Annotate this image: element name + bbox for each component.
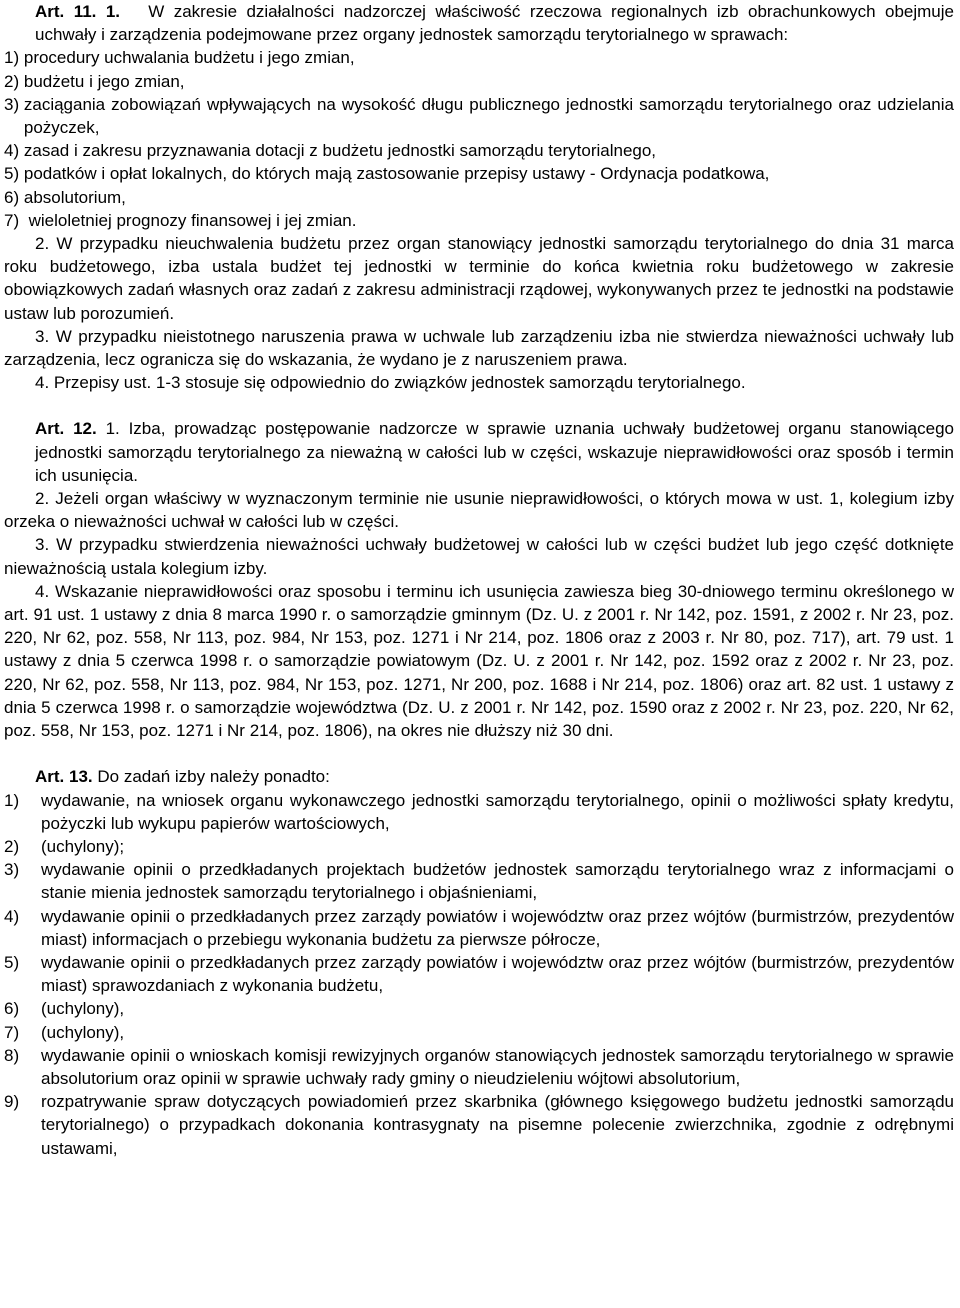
- list-item: [4, 1044, 954, 1090]
- article-13-intro: Do zadań izby należy ponadto:: [97, 767, 330, 787]
- article-11-list: [4, 46, 954, 232]
- list-item: [4, 858, 954, 904]
- article-11-paragraph-3: 3. W przypadku nieistotnego naruszenia prawa w uchwale lub zarządzeniu izba nie stwierdza nieważności uchwały lub zarządzenia, lecz ogranicza się do wskazania, że wydano je z naruszeniem prawa.: [4, 326, 954, 370]
- article-13-list: [4, 789, 954, 1160]
- list-item: [4, 209, 954, 232]
- list-item-text: wydawanie opinii o wnioskach komisji rewizyjnych organów stanowiących jednostek samorządu terytorialnego w sprawie absolutorium oraz opinii w sprawie uchwały rady gminy o nieudzieleniu wójtowi absolutorium,: [41, 1045, 954, 1088]
- list-item-text: wydawanie, na wniosek organu wykonawczego jednostki samorządu terytorialnego, opinii o możliwości spłaty kredytu, pożyczki lub wykupu papierów wartościowych,: [41, 790, 954, 833]
- list-item-number: 5): [4, 164, 20, 184]
- article-13-intro-line: [4, 765, 954, 788]
- list-item-number: 4): [4, 906, 20, 926]
- article-12-paragraph-1: [4, 417, 954, 487]
- list-item: [4, 997, 954, 1020]
- list-item-number: 7): [4, 1022, 20, 1042]
- list-item-text: absolutorium,: [23, 187, 126, 207]
- list-item-number: 6): [4, 187, 20, 207]
- list-item: [4, 1090, 954, 1160]
- list-item: [4, 835, 954, 858]
- article-12-heading: Art. 12.: [35, 419, 97, 439]
- article-13: [4, 765, 954, 1159]
- article-12-paragraph-2: 2. Jeżeli organ właściwy w wyznaczonym terminie nie usunie nieprawidłowości, o których mowa w ust. 1, kolegium izby orzeka o nieważności uchwał w całości lub w części.: [4, 489, 954, 532]
- list-item-number: 1): [4, 790, 20, 810]
- list-item-text: zaciągania zobowiązań wpływających na wysokość długu publicznego jednostki samorządu terytorialnego oraz udzielania pożyczek,: [23, 94, 954, 138]
- list-item-text: (uchylony);: [41, 836, 125, 856]
- list-item-text: rozpatrywanie spraw dotyczących powiadomień przez skarbnika (głównego księgowego budżetu jednostki samorządu terytorialnego) o przypadkach dokonania kontrasygnaty na pisemne polecenie zwierzchnika, zgodnie z odrębnymi ustawami,: [41, 1092, 954, 1158]
- article-11-paragraph-4: 4. Przepisy ust. 1-3 stosuje się odpowiednio do związków jednostek samorządu terytorialnego.: [35, 373, 746, 393]
- article-12-paragraph-4: 4. Wskazanie nieprawidłowości oraz sposobu i terminu ich usunięcia zawiesza bieg 30-dniowego terminu określonego w art. 91 ust. 1 ustawy z dnia 8 marca 1990 r. o samorządzie gminnym (Dz. U. z 2001 r. Nr 142, poz. 1591, z 2002 r. Nr 23, poz. 220, Nr 62, poz. 558, Nr 113, poz. 984, Nr 153, poz. 1271 i Nr 214, poz. 1806 oraz z 2003 r. Nr 80, poz. 717), art. 79 ust. 1 ustawy z dnia 5 czerwca 1998 r. o samorządzie powiatowym (Dz. U. z 2001 r. Nr 142, poz. 1592 oraz z 2002 r. Nr 23, poz. 220, Nr 62, poz. 558, Nr 113, poz. 984, Nr 153, poz. 1271, Nr 200, poz. 1688 i Nr 214, poz. 1806) oraz art. 82 ust. 1 ustawy z dnia 5 czerwca 1998 r. o samorządzie województwa (Dz. U. z 2001 r. Nr 142, poz. 1590 oraz z 2002 r. Nr 23, poz. 220, Nr 62, poz. 558, Nr 153, poz. 1271 i Nr 214, poz. 1806), na okres nie dłuższy niż 30 dni.: [4, 581, 954, 741]
- list-item: [4, 951, 954, 997]
- article-13-heading: Art. 13.: [35, 767, 93, 787]
- list-item-number: 2): [4, 836, 20, 856]
- article-12: [4, 417, 954, 742]
- section-spacer: [4, 394, 954, 417]
- list-item-text: (uchylony),: [41, 999, 125, 1019]
- list-item-number: 3): [4, 860, 20, 880]
- list-item: [4, 162, 954, 185]
- list-item-number: 5): [4, 952, 20, 972]
- article-12-paragraph-3: 3. W przypadku stwierdzenia nieważności uchwały budżetowej w całości lub w części budżet lub jego część dotknięte nieważnością ustala kolegium izby.: [4, 535, 954, 578]
- article-11-par1-text: W zakresie działalności nadzorczej właściwość rzeczowa regionalnych izb obrachunkowych obejmuje uchwały i zarządzenia podejmowane przez organy jednostek samorządu terytorialnego w sprawach:: [35, 2, 954, 45]
- list-item: [4, 905, 954, 951]
- article-11-paragraph-2: 2. W przypadku nieuchwalenia budżetu przez organ stanowiący jednostki samorządu terytorialnego do dnia 31 marca roku budżetowego, izba ustala budżet tej jednostki w terminie do końca kwietnia roku budżetowego w zakresie obowiązkowych zadań własnych oraz zadań z zakresu administracji rządowej, wykonywanych przez te jednostki na podstawie ustaw lub porozumień.: [4, 234, 954, 323]
- list-item-number: 9): [4, 1092, 20, 1112]
- list-item-text: budżetu i jego zmian,: [23, 71, 185, 91]
- list-item: [4, 139, 954, 162]
- article-11-par1-number: 1.: [105, 2, 120, 21]
- list-item-number: 3): [4, 94, 20, 114]
- list-item: [4, 1021, 954, 1044]
- list-item: [4, 70, 954, 93]
- list-item-text: wydawanie opinii o przedkładanych przez zarządy powiatów i województw oraz przez wójtów (burmistrzów, prezydentów miast) sprawozdaniach z wykonania budżetu,: [41, 952, 954, 996]
- list-item: [4, 46, 954, 69]
- list-item-number: 7): [4, 210, 20, 230]
- article-11: [4, 0, 954, 394]
- list-item-text: podatków i opłat lokalnych, do których mają zastosowanie przepisy ustawy - Ordynacja podatkowa,: [23, 164, 770, 184]
- list-item-number: 8): [4, 1045, 20, 1065]
- list-item-number: 6): [4, 999, 20, 1019]
- list-item-text: wydawanie opinii o przedkładanych projektach budżetów jednostek samorządu terytorialnego wraz z informacjami o stanie mienia jednostek samorządu terytorialnego i objaśnieniami,: [41, 860, 954, 903]
- list-item-number: 1): [4, 48, 20, 68]
- list-item: [4, 93, 954, 139]
- list-item: [4, 186, 954, 209]
- list-item-number: 4): [4, 141, 20, 161]
- article-11-paragraph-1: [4, 0, 954, 46]
- section-spacer: [4, 742, 954, 765]
- list-item-text: procedury uchwalania budżetu i jego zmian,: [23, 48, 355, 68]
- list-item-text: zasad i zakresu przyznawania dotacji z budżetu jednostki samorządu terytorialnego,: [23, 141, 657, 161]
- list-item-number: 2): [4, 71, 20, 91]
- list-item-text: (uchylony),: [41, 1022, 125, 1042]
- article-11-heading: Art. 11.: [35, 2, 97, 21]
- article-12-par1-text: 1. Izba, prowadząc postępowanie nadzorcze w sprawie uznania uchwały budżetowej organu stanowiącego jednostki samorządu terytorialnego za nieważną w całości lub w części, wskazuje nieprawidłowości oraz sposób i termin ich usunięcia.: [35, 419, 954, 485]
- list-item-text: wydawanie opinii o przedkładanych przez zarządy powiatów i województw oraz przez wójtów (burmistrzów, prezydentów miast) informacjach o przebiegu wykonania budżetu za pierwsze półrocze,: [41, 906, 954, 949]
- list-item: [4, 789, 954, 835]
- list-item-text: wieloletniej prognozy finansowej i jej zmian.: [28, 210, 357, 230]
